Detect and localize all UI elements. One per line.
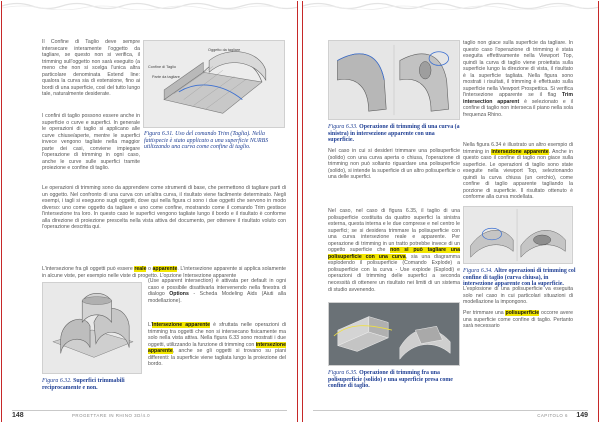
paragraph-taglio-non-giace <box>463 40 573 119</box>
figure-label-confine: Confine di Taglio <box>148 65 177 69</box>
figure-6-35-polysurface-trim <box>328 302 460 366</box>
paragraph-esplosione: L'esplosione di una polisuperficie va eseguita solo nel caso in cui particolari situazioni di modellazione la impongono. <box>463 286 573 306</box>
caption-figure-6-31 <box>144 131 286 151</box>
caption-figure-6-32 <box>42 378 144 391</box>
page-number: 149 <box>576 412 588 419</box>
caption-number: Figura 6.32. <box>42 378 72 384</box>
page-number: 148 <box>12 412 24 419</box>
text-span: , anche se gli oggetti si trovano su piani differenti: la superficie viene tagliata lungo la proiezione del bordo. <box>148 348 286 368</box>
caption-number: Figura 6.31. <box>144 131 174 137</box>
page-top-ornament <box>2 0 297 10</box>
highlight-intersezione-apparente-2: intersezione apparente <box>148 341 286 355</box>
paragraph-polisuperficie: Nel caso in cui si desideri trimmare una polisuperficie (solido) con una curva aperta o chiusa, l'operazione di trimming non può soltanto riguardare una polisuperficie (solido), si intende la superficie di un altro polisuperficie o una delle superfici. <box>328 148 460 181</box>
trim-intersection-label: Trim intersection apparent <box>463 92 573 105</box>
figure-label-parte: Parte da tagliare <box>152 75 180 79</box>
figure-6-34-trim-closed-curve <box>463 206 573 264</box>
text-span: L'intersezione fra gli oggetti può essere <box>42 266 135 272</box>
text-span: (Use apparent intersection) è attivata per default in ogni caso e possibile disattivarla intervenendo nella finestra di dialogo <box>148 278 286 298</box>
text-span: , sia una diagramma esplodendo il polisuperficie (Comando Explode) a polisuperficie con la curva - Use explode (Esplodi) e operazioni di trimming delle superfici a seconda necessità di ottenere un risultato nei limiti di un sistema di studio avvenendo. <box>328 253 460 293</box>
text-span: o <box>146 266 153 272</box>
paragraph-apparent-option <box>148 278 286 304</box>
caption-figure-6-33 <box>328 124 460 144</box>
running-head: PROGETTARE IN RHINO 3D/4.0 <box>72 413 151 418</box>
figure-6-31-trim-surface <box>143 40 285 128</box>
running-head: CAPITOLO 6 <box>537 413 568 418</box>
highlight-polisuperficie: polisuperficie <box>505 310 540 316</box>
paragraph-trimmare-polisuperficie <box>463 310 573 330</box>
caption-number: Figura 6.33. <box>328 124 358 130</box>
paragraph-figura-6-35 <box>328 208 460 293</box>
text-span: occorre avere una superficie come confine di taglio. Pertanto sarà necessario <box>463 310 573 330</box>
paragraph-intersezione-apparente <box>148 322 286 368</box>
highlight-apparente: apparente <box>152 266 178 272</box>
text-span: Nel caso, nel caso di figura 6.35, il taglio di una polisuperficie costituita da quattro superfici la sinistra esterna, questa interna e le due comprese e nel centro le superfici; se si desidera trimmare la polisuperficie con una curva intersezione reale e apparente. Per operazione di trimming in un tratto potrebbe invece di un oggetto superficie che <box>328 208 460 254</box>
right-page-footer <box>303 408 598 423</box>
left-page-footer <box>2 408 297 423</box>
figure-6-33-trim-curve <box>328 40 460 120</box>
left-page <box>2 0 297 423</box>
options-label: Options <box>169 291 189 298</box>
right-page <box>303 0 598 423</box>
caption-figure-6-34 <box>463 268 578 288</box>
text-span: Nella figura 6.34 è illustrato un altro esempio di trimming in <box>463 142 573 155</box>
caption-number: Figura 6.34. <box>463 268 493 274</box>
caption-text: Altre operazioni di trimming col confine di taglio (curva chiusa), in intersezione apparente con la superficie. <box>463 268 576 288</box>
highlight-polisuperficie-curva: non si può tagliare una polisuperficie con una curva <box>328 247 460 260</box>
highlight-intersezione-apparente: Intersezione apparente <box>151 322 211 328</box>
caption-text: Superfici trimmabili reciprocamente e non. <box>42 378 125 391</box>
text-span: - Scheda Modeling Aids (Aiuti alla modellazione). <box>148 291 286 304</box>
text-span: taglio non giace sulla superficie da tagliare. In questo caso l'operazione di trimming è stata eseguita effettivamente nella Viewport Top, quindi la curva di taglio viene proiettata sulla superficie lungo la direzione di vista, il risultato è la superficie tagliata. Nella figura sono mostrati i risultati, il trimming è effettuato sulla superficie nella Viewport Prospettica. Si verifica l'intersezione apparente se il flag <box>463 40 573 99</box>
text-span: è sfruttata nelle operazioni di trimming tra oggetti che non si intersecano fisicamente ma solo nella vista attiva. Nella figura 6.33 sono mostrati i due oggetti, utilizzando la funzione di trimming con <box>148 322 286 348</box>
text-span: Per trimmare una <box>463 310 504 316</box>
footer-rule <box>12 410 287 411</box>
caption-text: Uso del comando Trim (Taglia). Nella fattispecie è stato applicato a una superficie NURBS utilizzando una curva come confine di taglio. <box>144 131 269 151</box>
caption-figure-6-35 <box>328 370 462 390</box>
caption-number: Figura 6.35. <box>328 370 358 376</box>
highlight-intersezione-apparente: intersezione apparente <box>491 148 549 155</box>
highlight-reale: reale <box>134 266 147 272</box>
text-span: . L'intersezione apparente si applica solamente in alcune viste, per esempio nelle viste di progetto. L'opzione Intersezione apparente <box>42 266 286 279</box>
footer-rule <box>313 410 588 411</box>
figure-6-32-trimmable-surfaces <box>42 282 142 374</box>
figure-label-oggetto: Oggetto da tagliare <box>208 48 241 52</box>
paragraph-confine-di-taglio: Il Confine di Taglio deve sempre intersecare interamente l'oggetto da tagliare, se questo non si verifica, il trimming sull'oggetto non sarà eseguito (a meno che non si scelga l'unica altra particolare denominata Extend line: qualora la curva sia di estensione, fino ai bordi di una superficie, così del tutto lungo tale, naturalmente desiderate. <box>42 39 140 98</box>
caption-text: Operazione di trimming fra una polisuperficie (solido) e una superficie presa come confine di taglio. <box>328 370 453 390</box>
text-span: L' <box>148 322 152 328</box>
paragraph-confini-superfici: I confini di taglio possono essere anche in superficie o curve e superfici. In generale le operazioni di taglio si applicano alle curve chiuse/aperte, mentre le superfici invece vengono tagliate nella maggior parte dei casi, conviene impiegare l'operazione di trimming in ogni caso, anche le curve sulle superfici tramite proiezione e confine di taglio. <box>42 113 140 172</box>
caption-text: Operazione di trimming di una curva (a sinistra) in intersezione apparente con una superficie. <box>328 124 460 144</box>
text-span: . Anche in questo caso il confine di taglio non giace sulla superficie. Le operazioni di taglio sono state eseguite nella viewport Top, selezionando quindi la curva chiusa (un cerchio), come confine di taglio apparente tagliando la porzione di superficie. Il risultato ottenuto è conforme alla curva modellata. <box>463 148 573 201</box>
page-top-ornament <box>303 0 598 10</box>
text-span: è selezionato e il confine di taglio non interseca il piano nella sola frequenza Rhino. <box>463 98 573 119</box>
paragraph-operazioni-trimming: Le operazioni di trimming sono da apprendere come strumenti di base, che permettono di tagliare parti di un oggetto. Nel confronto di una curva con un'altra curva, il risultato viene facilmente determinato. Negli esempi, i tagli si eseguono sugli oggetti, dove qui nella figura ci sono i due oggetti che servono in modo diverso: uno come oggetto da tagliare e uno come confine, mostrando come il comando Trim gestisce l'intersezione tra loro. In questo caso le superfici vengono tagliate lungo il bordo e il risultato è conforme alla direzione di proiezione prescelta nella vista attiva del documento, per ottenere il risultato voluto con l'operazione descritta qui. <box>42 185 286 231</box>
paragraph-altro-esempio <box>463 142 573 201</box>
